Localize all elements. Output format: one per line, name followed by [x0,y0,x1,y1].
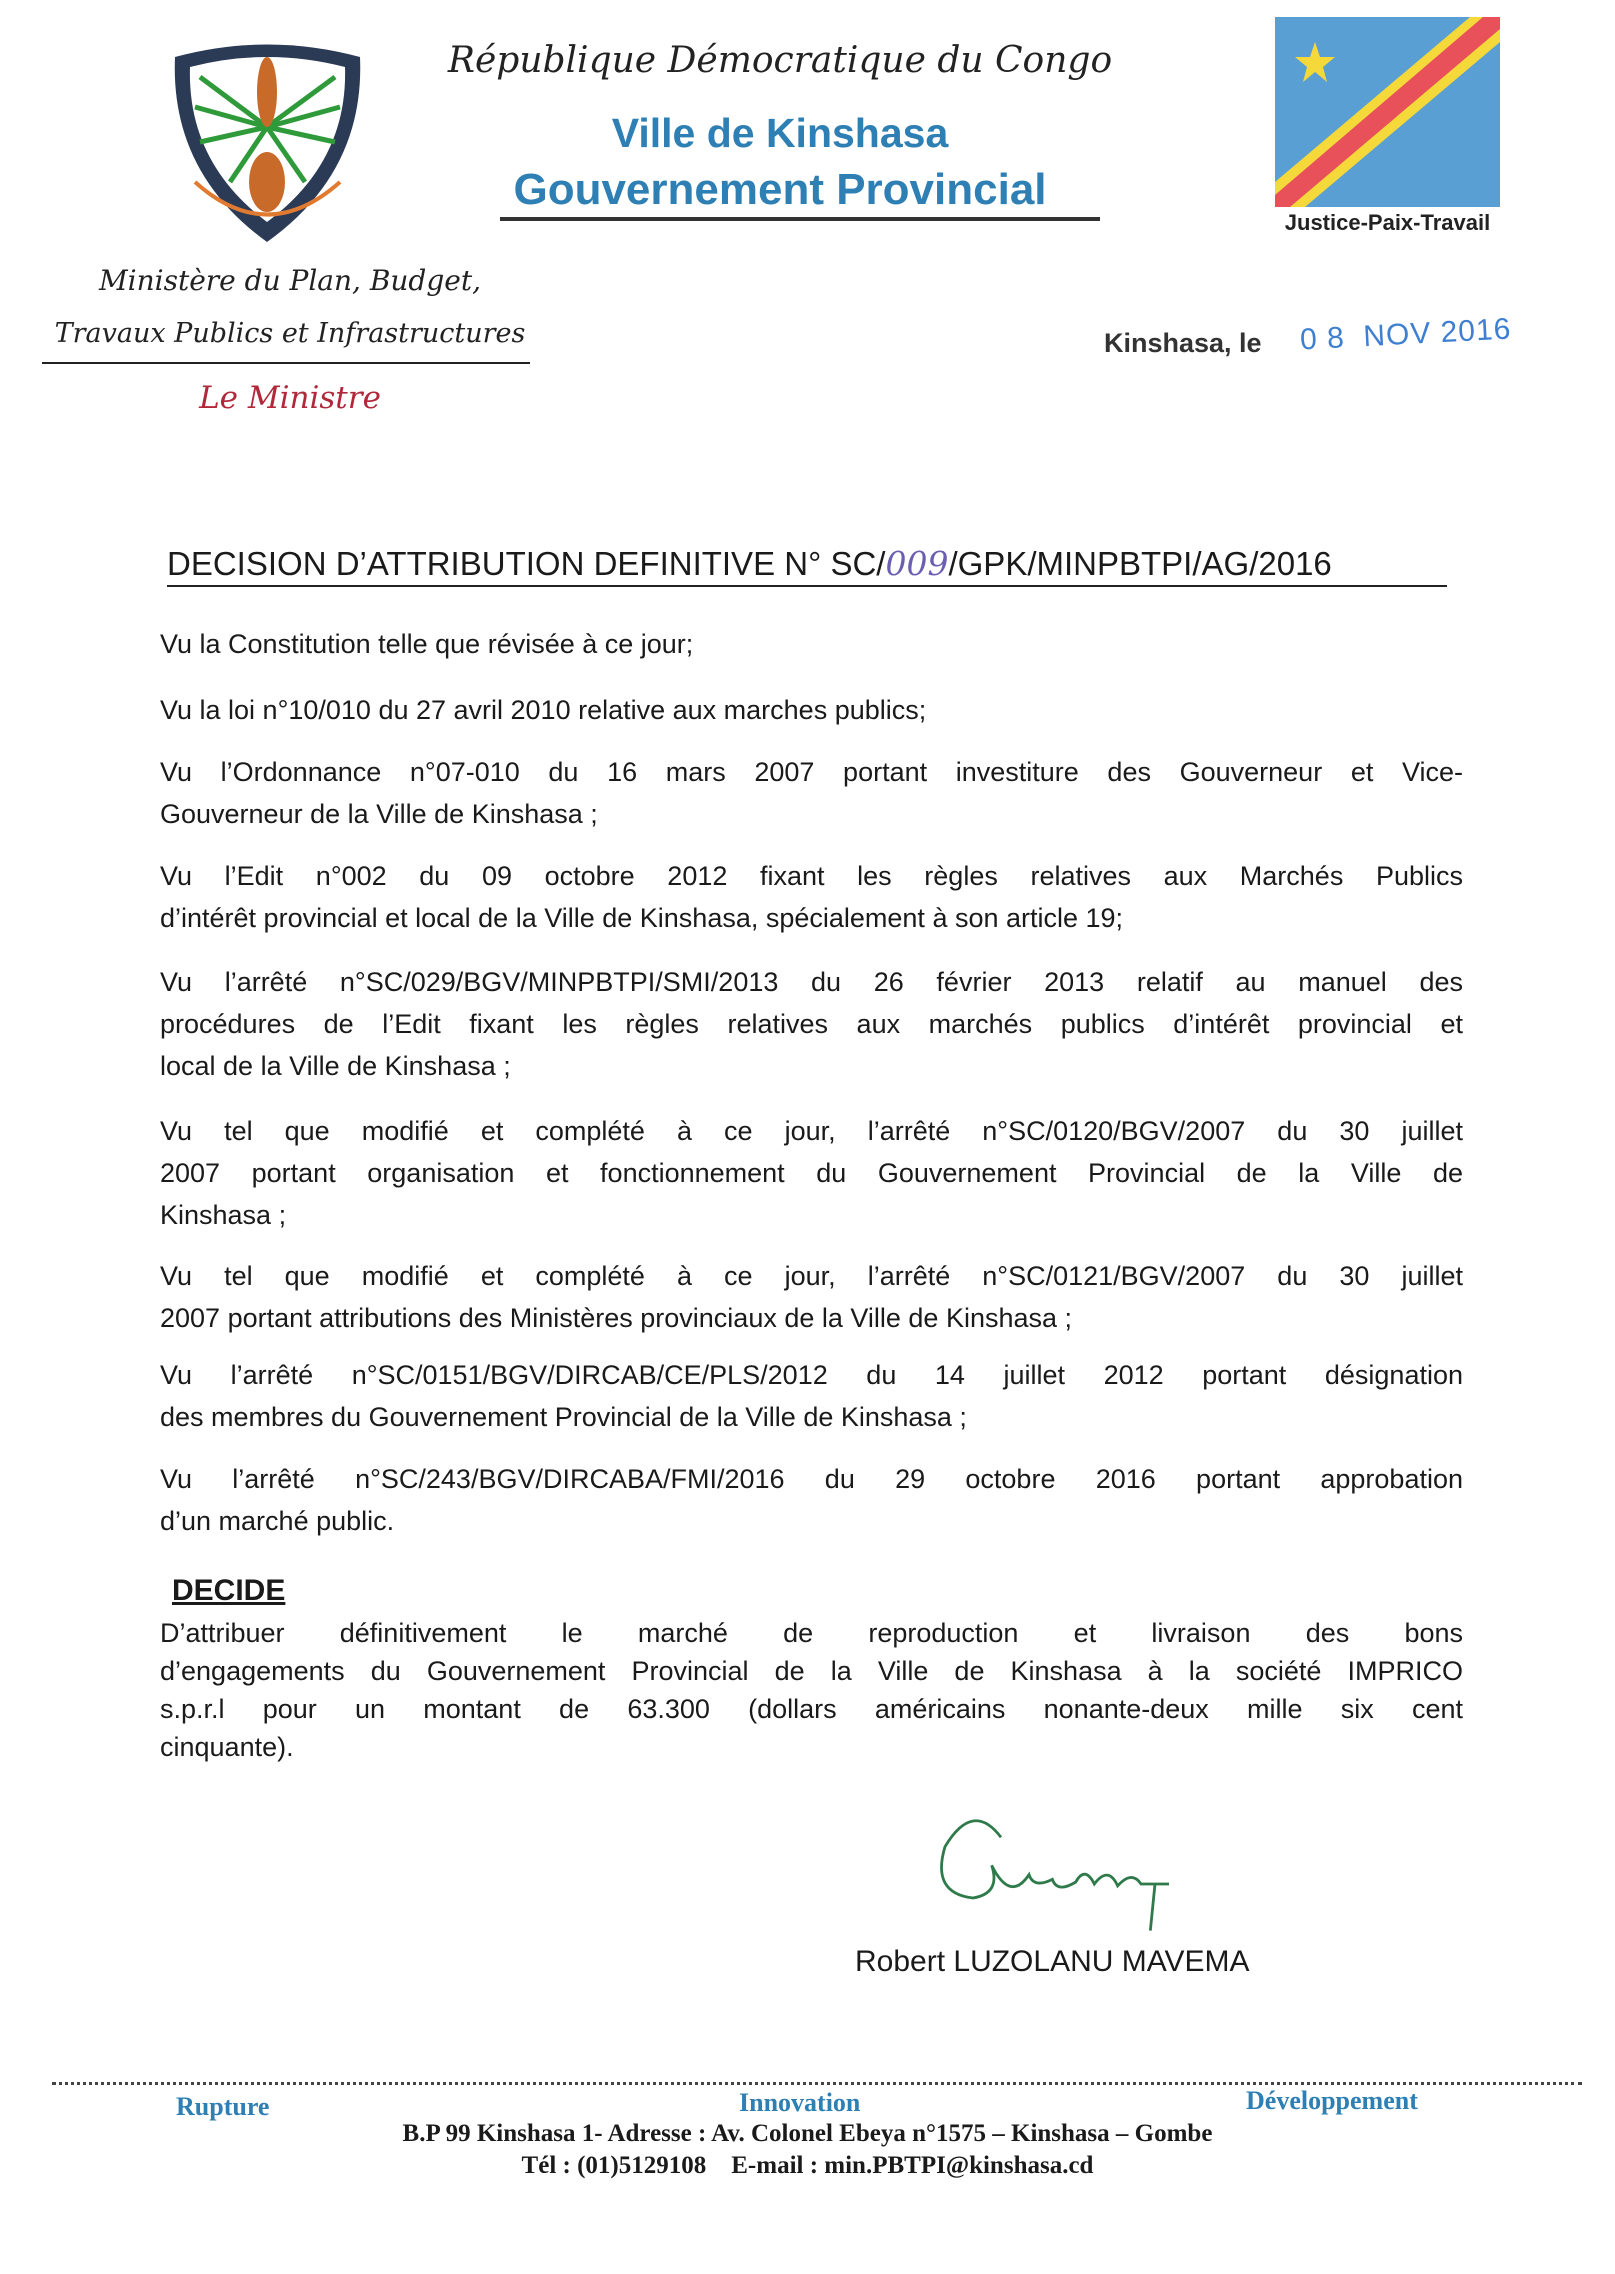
consideration-paragraph [160,689,1463,731]
footer-word-rupture: Rupture [176,2092,270,2121]
paragraph-line: Gouverneur de la Ville de Kinshasa ; [160,799,598,829]
consideration-paragraph [160,751,1463,835]
date-stamp: 0 8 NOV 2016 [1299,312,1513,357]
footer-word-innovation: Innovation [739,2088,861,2117]
consideration-paragraph [160,1110,1463,1236]
paragraph-line: Vu tel que modifié et complété à ce jour, l’arrêté n°SC/0120/BGV/2007 du 30 juillet [160,1116,1463,1146]
signer-name: Robert LUZOLANU MAVEMA [855,1945,1250,1978]
consideration-paragraph [160,623,1463,665]
consideration-paragraph [160,855,1463,939]
paragraph-line: Vu l’Edit n°002 du 09 octobre 2012 fixant les règles relatives aux Marchés Publics [160,861,1463,891]
decision-title [167,544,1447,587]
paragraph-line: local de la Ville de Kinshasa ; [160,1051,511,1081]
footer-word-developpement: Développement [1246,2086,1418,2115]
paragraph-line: des membres du Gouvernement Provincial de la Ville de Kinshasa ; [160,1402,967,1432]
paragraph-line: Vu l’arrêté n°SC/243/BGV/DIRCABA/FMI/2016 du 29 octobre 2016 portant approbation [160,1464,1463,1494]
paragraph-line: Kinshasa ; [160,1200,287,1230]
consideration-paragraph [160,961,1463,1087]
paragraph-line: 2007 portant attributions des Ministères provinciaux de la Ville de Kinshasa ; [160,1303,1073,1333]
paragraph-line: Vu l’Ordonnance n°07-010 du 16 mars 2007 portant investiture des Gouverneur et Vice- [160,757,1463,787]
drc-flag-icon [1275,17,1500,207]
consideration-paragraph [160,1354,1463,1438]
ministry-name-line1: Ministère du Plan, Budget, [98,264,482,297]
ministry-underline [42,362,530,364]
place-label: Kinshasa, le [1104,328,1262,358]
decision-line: cinquante). [160,1732,294,1762]
paragraph-line: Vu l’arrêté n°SC/0151/BGV/DIRCAB/CE/PLS/2012 du 14 juillet 2012 portant désignation [160,1360,1463,1390]
decision-line: d’engagements du Gouvernement Provincial de la Ville de Kinshasa à la société IMPRICO [160,1656,1463,1686]
national-motto: Justice-Paix-Travail [1284,210,1491,235]
kinshasa-city-seal-logo [160,32,375,242]
city-name: Ville de Kinshasa [611,110,949,156]
country-name: République Démocratique du Congo [447,40,1113,81]
paragraph-line: 2007 portant organisation et fonctionnement du Gouvernement Provincial de la Ville de [160,1158,1463,1188]
footer-address: B.P 99 Kinshasa 1- Adresse : Av. Colonel Ebeya n°1575 – Kinshasa – Gombe [402,2120,1213,2147]
decision-line: D’attribuer définitivement le marché de reproduction et livraison des bons [160,1618,1463,1648]
footer-contact: Tél : (01)5129108 E-mail : min.PBTPI@kinshasa.cd [521,2152,1094,2179]
paragraph-line: Vu tel que modifié et complété à ce jour, l’arrêté n°SC/0121/BGV/2007 du 30 juillet [160,1261,1463,1291]
header-divider [500,217,1100,221]
minister-title: Le Ministre [199,380,381,416]
decide-heading: DECIDE [172,1574,286,1607]
signature [925,1800,1245,1940]
consideration-paragraph [160,1458,1463,1542]
paragraph-line: Vu la loi n°10/010 du 27 avril 2010 relative aux marches publics; [160,695,927,725]
footer-divider [52,2082,1582,2085]
title-suffix: /GPK/MINPBTPI/AG/2016 [948,545,1332,582]
decision-text [160,1614,1463,1766]
paragraph-line: Vu l’arrêté n°SC/029/BGV/MINPBTPI/SMI/2013 du 26 février 2013 relatif au manuel des [160,967,1463,997]
paragraph-line: Vu la Constitution telle que révisée à ce jour; [160,629,694,659]
decision-line: s.p.r.l pour un montant de 63.300 (dollars américains nonante-deux mille six cent [160,1694,1463,1724]
paragraph-line: d’intérêt provincial et local de la Ville de Kinshasa, spécialement à son article 19; [160,903,1124,933]
paragraph-line: procédures de l’Edit fixant les règles relatives aux marchés publics d’intérêt provincial et [160,1009,1463,1039]
consideration-paragraph [160,1255,1463,1339]
paragraph-line: d’un marché public. [160,1506,395,1536]
ministry-name-line2: Travaux Publics et Infrastructures [54,318,526,349]
government-name: Gouvernement Provincial [513,165,1047,214]
title-prefix: DECISION D’ATTRIBUTION DEFINITIVE N° SC/ [167,545,886,582]
handwritten-number: 009 [885,544,949,583]
